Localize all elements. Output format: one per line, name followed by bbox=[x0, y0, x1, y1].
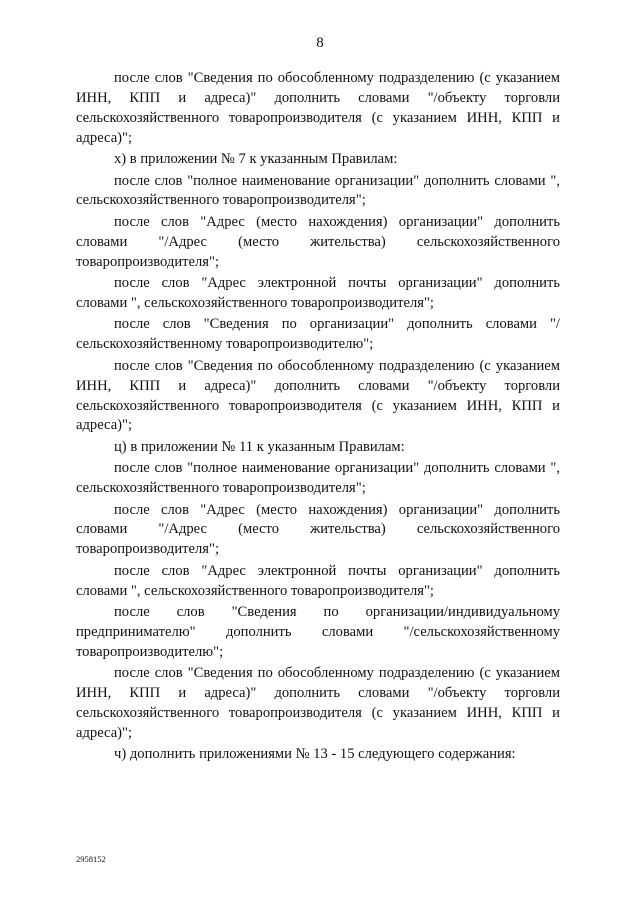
list-item-ts: ц) в приложении № 11 к указанным Правилам: bbox=[114, 438, 405, 455]
list-item-kh: х) в приложении № 7 к указанным Правилам: bbox=[114, 151, 398, 168]
paragraph: после слов "Адрес (место нахождения) организации" дополнить словами "/Адрес (место жительства) сельскохозяйственного товаропроизводителя"; bbox=[76, 213, 560, 270]
page-number: 8 bbox=[316, 35, 324, 51]
paragraph: после слов "Сведения по обособленному подразделению (с указанием ИНН, КПП и адреса)" дополнить словами "/объекту торговли сельскохозяйственного товаропроизводителя (с указанием ИНН, КПП и адреса)"; bbox=[76, 665, 560, 741]
list-item-ch: ч) дополнить приложениями № 13 - 15 следующего содержания: bbox=[114, 746, 516, 763]
paragraph: после слов "Адрес электронной почты организации" дополнить словами ", сельскохозяйственного товаропроизводителя"; bbox=[76, 562, 560, 599]
paragraph: после слов "Сведения по организации/индивидуальному предпринимателю" дополнить словами "/сельскохозяйственному товаропроизводителю"; bbox=[76, 604, 560, 660]
paragraph: после слов "Адрес электронной почты организации" дополнить словами ", сельскохозяйственного товаропроизводителя"; bbox=[76, 275, 560, 311]
paragraph: после слов "Адрес (место нахождения) организации" дополнить словами "/Адрес (место жительства) сельскохозяйственного товаропроизводителя"; bbox=[76, 501, 560, 558]
paragraph: после слов "Сведения по обособленному подразделению (с указанием ИНН, КПП и адреса)" дополнить словами "/объекту торговли сельскохозяйственного товаропроизводителя (с указанием ИНН, КПП и адреса)"; bbox=[76, 357, 560, 434]
paragraph: после слов "Сведения по обособленному подразделению (с указанием ИНН, КПП и адреса)" дополнить словами "/объекту торговли сельскохозяйственного товаропроизводителя (с указанием ИНН, КПП и адреса)"; bbox=[76, 70, 560, 146]
paragraph: после слов "полное наименование организации" дополнить словами ", сельскохозяйственного товаропроизводителя"; bbox=[76, 460, 560, 497]
document-body bbox=[76, 69, 560, 767]
paragraph: после слов "Сведения по организации" дополнить словами "/сельскохозяйственному товаропроизводителю"; bbox=[76, 316, 560, 353]
document-code: 2958152 bbox=[76, 854, 106, 864]
paragraph: после слов "полное наименование организации" дополнить словами ", сельскохозяйственного товаропроизводителя"; bbox=[76, 172, 560, 209]
